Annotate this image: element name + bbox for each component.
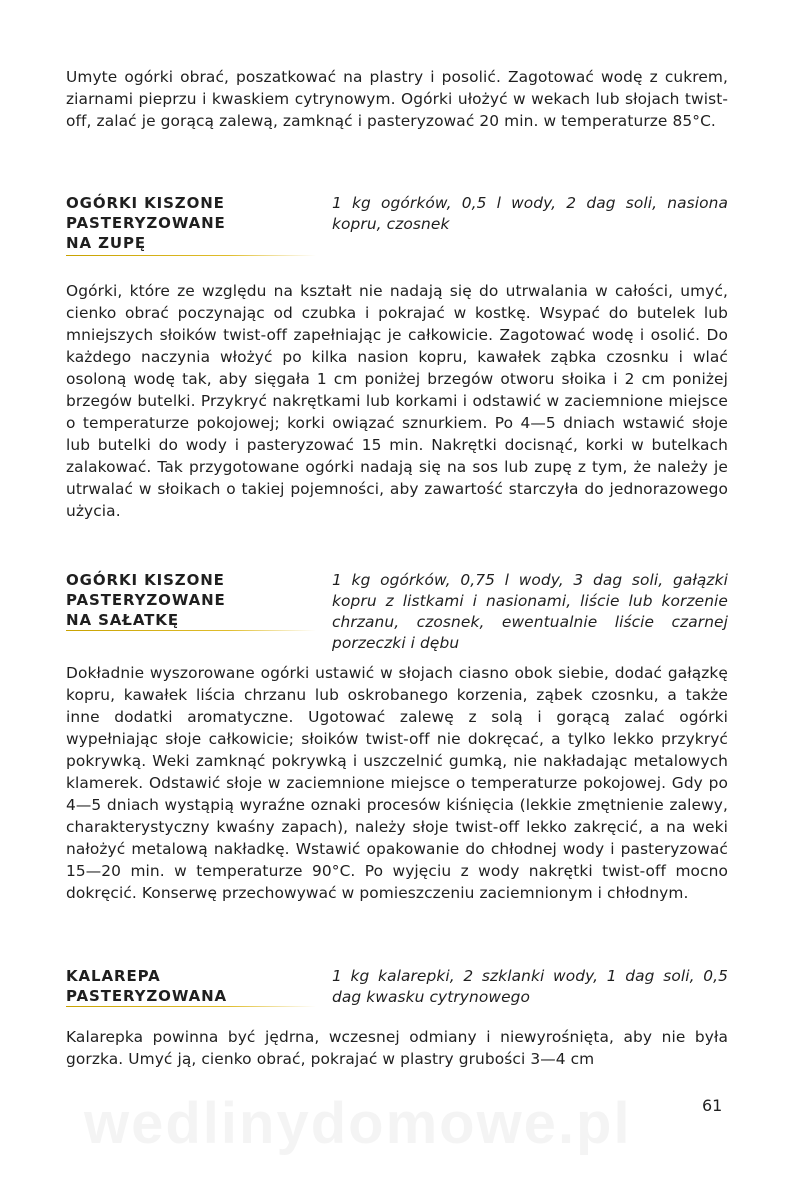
title-underline <box>66 255 316 256</box>
ingredients-list: 1 kg kalarepki, 2 szklanki wody, 1 dag soli, 0,5 dag kwasku cytrynowego <box>332 967 728 1006</box>
method-paragraph: Kalarepka powinna być jędrna, wczesnej odmiany i niewyrośnięta, aby nie była gorzka. Umyć ją, cienko obrać, pokrajać w plastry grubości 3—4 cm <box>66 1028 728 1068</box>
recipe-title <box>66 966 306 1006</box>
recipe-title-line: PASTERYZOWANA <box>66 987 228 1005</box>
recipe-title-line: NA ZUPĘ <box>66 234 146 252</box>
recipe-title-line: PASTERYZOWANE <box>66 214 226 232</box>
recipe-header-zupa <box>66 193 728 259</box>
watermark <box>84 1090 632 1157</box>
intro-paragraph: Umyte ogórki obrać, poszatkować na plastry i posolić. Zagotować wodę z cukrem, ziarnami pieprzu i kwaskiem cytrynowym. Ogórki ułożyć w wekach lub słojach twist-off, zalać je gorącą zalewą, zamknąć i pasteryzować 20 min. w temperaturze 85°C. <box>66 68 728 130</box>
recipe-title-line: KALAREPA <box>66 967 161 985</box>
recipe-header-kalarepa <box>66 966 728 1010</box>
ingredients-list: 1 kg ogórków, 0,5 l wody, 2 dag soli, nasiona kopru, czosnek <box>332 194 728 233</box>
recipe-title <box>66 193 306 253</box>
method-paragraph: Ogórki, które ze względu na kształt nie nadają się do utrwalania w całości, umyć, cienko obrać poczynając od czubka i pokrajać w kostkę. Wsypać do butelek lub mniejszych słoików twist-off zapełniając je całkowicie. Zagotować wodę i osolić. Do każdego naczynia włożyć po kilka nasion kopru, kawałek ząbka czosnku i wlać osoloną wodę tak, aby sięgała 1 cm poniżej brzegów otworu słoika i 2 cm poniżej brzegów butelki. Przykryć nakrętkami lub korkami i odstawić w zaciemnione miejsce o temperaturze pokojowej; korki owiązać sznurkiem. Po 4—5 dniach wstawić słoje lub butelki do wody i pasteryzować 15 min. Nakrętki docisnąć, korki w butelkach zalakować. Tak przygotowane ogórki nadają się na sos lub zupę z tym, że należy je utrwalać w słoikach o takiej pojemności, aby zawartość starczyła do jednorazowego użycia. <box>66 282 728 520</box>
ingredients-list: 1 kg ogórków, 0,75 l wody, 3 dag soli, gałązki kopru z listkami i nasionami, liście lub korzenie chrzanu, czosnek, ewentualnie liście czarnej porzeczki i dębu <box>332 571 728 652</box>
recipe-title-line: OGÓRKI KISZONE <box>66 194 225 212</box>
method-paragraph: Dokładnie wyszorowane ogórki ustawić w słojach ciasno obok siebie, dodać gałązkę kopru, kawałek liścia chrzanu lub oskrobanego korzenia, ząbek czosnku, a także inne dodatki aromatyczne. Ugotować zalewę z solą i gorącą zalać ogórki wypełniając słoje całkowicie; słoików twist-off nie dokręcać, a tylko lekko przykryć pokrywką. Weki zamknąć pokrywką i uszczelnić gumką, nie nakładając metalowych klamerek. Odstawić słoje w zaciemnione miejsce o temperaturze pokojowej. Gdy po 4—5 dniach wystąpią wyraźne oznaki procesów kiśnięcia (lekkie zmętnienie zalewy, charakterystyczny kwaśny zapach), należy słoje twist-off lekko zakręcić, a na weki nałożyć metalową nakładkę. Wstawić opakowanie do chłodnej wody i pasteryzować 15—20 min. w temperaturze 90°C. Po wyjęciu z wody nakrętki twist-off mocno dokręcić. Konserwę przechowywać w pomieszczeniu zaciemnionym i chłodnym. <box>66 664 728 902</box>
recipe-title-line: NA SAŁATKĘ <box>66 611 179 629</box>
title-underline <box>66 630 316 631</box>
title-underline <box>66 1006 316 1007</box>
recipe-title <box>66 570 306 630</box>
page-number: 61 <box>702 1096 723 1115</box>
recipe-header-salatka <box>66 570 728 650</box>
recipe-title-line: OGÓRKI KISZONE <box>66 571 225 589</box>
recipe-title-line: PASTERYZOWANE <box>66 591 226 609</box>
